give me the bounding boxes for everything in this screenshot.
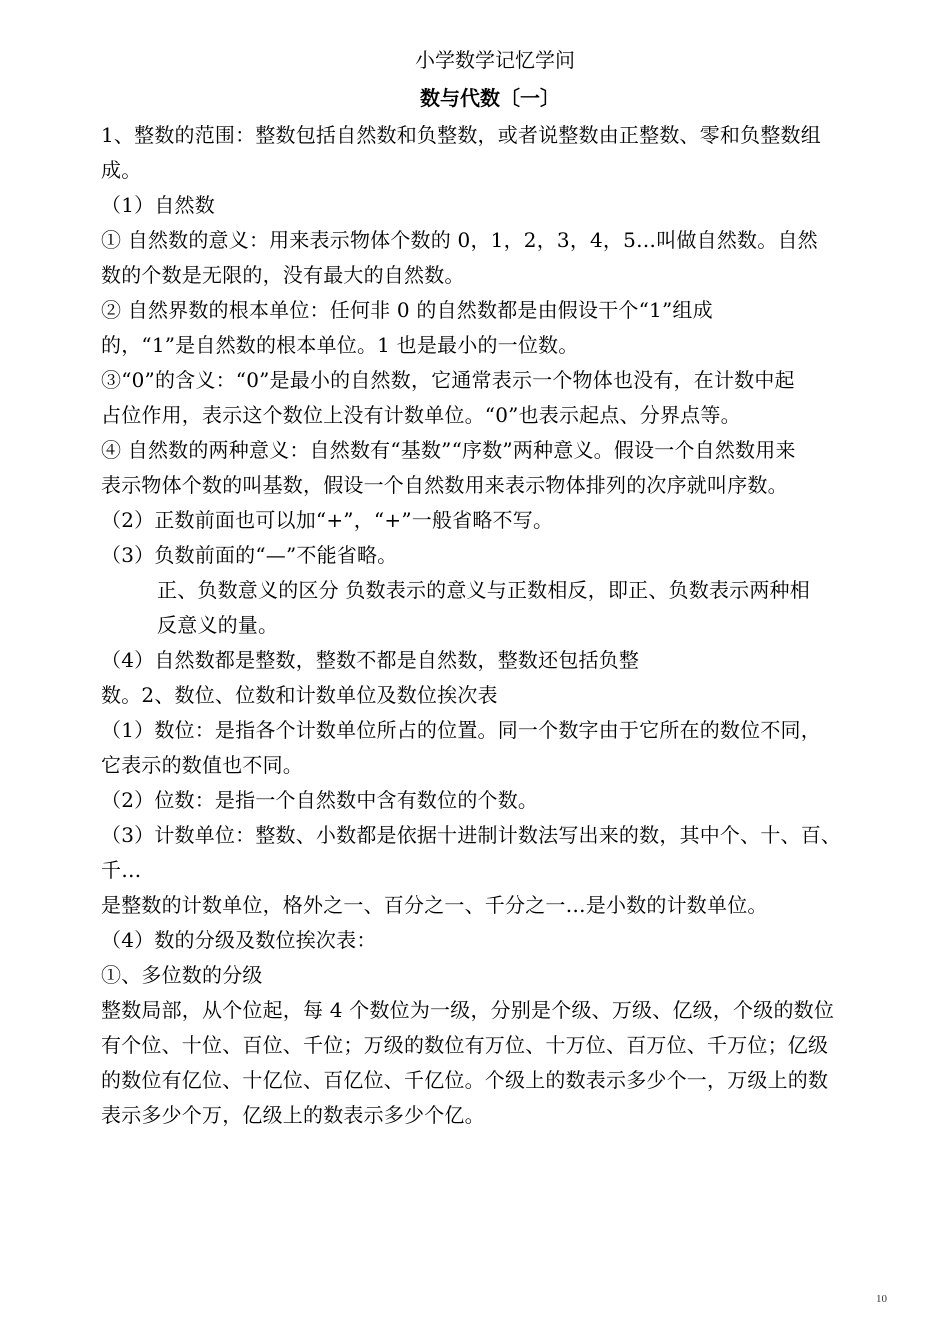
text-line: 占位作用，表示这个数位上没有计数单位。“0”也表示起点、分界点等。 <box>101 403 741 427</box>
text-line: ② 自然界数的根本单位：任何非 0 的自然数都是由假设干个“1”组成 <box>101 298 713 322</box>
document-title: 小学数学记忆学问 <box>415 48 575 72</box>
text-line: 有个位、十位、百位、千位；万级的数位有万位、十万位、百万位、千万位；亿级 <box>101 1033 829 1057</box>
text-line: （3）计数单位：整数、小数都是依据十进制计数法写出来的数，其中个、十、百、 <box>101 823 842 847</box>
text-line: （4）自然数都是整数，整数不都是自然数，整数还包括负整 <box>101 648 640 672</box>
text-line: 是整数的计数单位，格外之一、百分之一、千分之一…是小数的计数单位。 <box>101 893 768 917</box>
text-line: 的，“1”是自然数的根本单位。1 也是最小的一位数。 <box>101 333 579 357</box>
text-line: 1、整数的范围：整数包括自然数和负整数，或者说整数由正整数、零和负整数组 <box>101 123 821 147</box>
text-line: （3）负数前面的“—”不能省略。 <box>101 543 398 567</box>
text-line: （1）数位：是指各个计数单位所占的位置。同一个数字由于它所在的数位不同， <box>101 718 821 742</box>
text-line: 它表示的数值也不同。 <box>101 753 303 777</box>
text-line: 的数位有亿位、十亿位、百亿位、千亿位。个级上的数表示多少个一，万级上的数 <box>101 1068 829 1092</box>
text-line: 数的个数是无限的，没有最大的自然数。 <box>101 263 465 287</box>
text-line: （2）正数前面也可以加“+”，“+”一般省略不写。 <box>101 508 554 532</box>
text-line: 整数局部，从个位起，每 4 个数位为一级，分别是个级、万级、亿级，个级的数位 <box>101 998 835 1022</box>
text-line: ④ 自然数的两种意义：自然数有“基数”“序数”两种意义。假设一个自然数用来 <box>101 438 796 462</box>
indented-text-line: 反意义的量。 <box>157 613 279 637</box>
indented-text-line: 正、负数意义的区分 负数表示的意义与正数相反，即正、负数表示两种相 <box>157 578 810 602</box>
text-line: （2）位数：是指一个自然数中含有数位的个数。 <box>101 788 539 812</box>
text-line: 成。 <box>101 158 142 182</box>
page-number: 10 <box>876 1293 887 1305</box>
text-line: （4）数的分级及数位挨次表： <box>101 928 377 952</box>
text-line: 千… <box>101 858 142 882</box>
text-line: ①、多位数的分级 <box>101 963 263 987</box>
text-line: 数。2、数位、位数和计数单位及数位挨次表 <box>101 683 498 707</box>
body-text <box>101 118 913 1133</box>
section-title: 数与代数〔一〕 <box>420 86 560 110</box>
text-line: ③“0”的含义：“0”是最小的自然数，它通常表示一个物体也没有，在计数中起 <box>101 368 795 392</box>
text-line: （1）自然数 <box>101 193 215 217</box>
text-line: 表示多少个万，亿级上的数表示多少个亿。 <box>101 1103 485 1127</box>
text-line: ① 自然数的意义：用来表示物体个数的 0，1，2，3，4，5…叫做自然数。自然 <box>101 228 818 252</box>
text-line: 表示物体个数的叫基数，假设一个自然数用来表示物体排列的次序就叫序数。 <box>101 473 788 497</box>
